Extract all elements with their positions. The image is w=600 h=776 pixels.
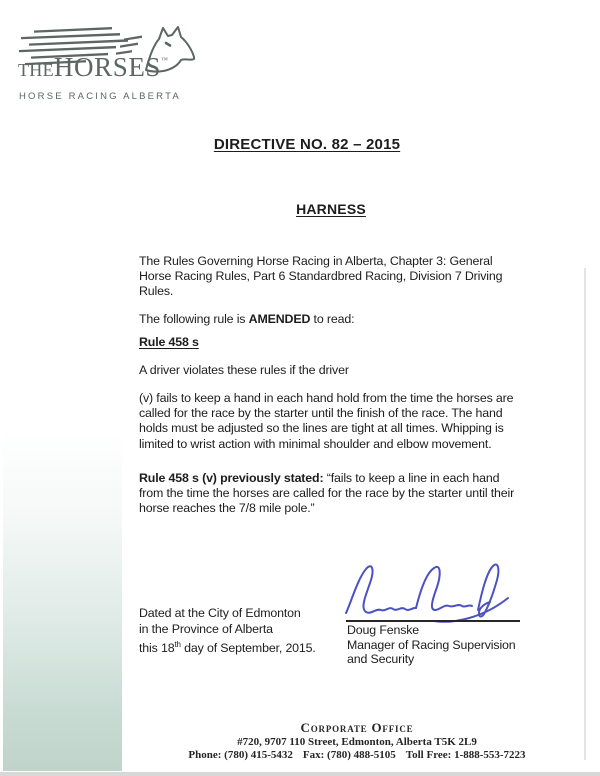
dated-line-3 xyxy=(139,637,316,657)
dated-line-2: in the Province of Alberta xyxy=(139,621,273,636)
footer-phone-line xyxy=(120,749,594,762)
signatory-role-2: and Security xyxy=(347,652,415,667)
corporate-office-heading: Corporate Office xyxy=(300,720,414,735)
harness-heading: HARNESS xyxy=(296,201,366,217)
dated-day-suffix: day of September, 2015. xyxy=(180,641,316,656)
letterhead-green-band xyxy=(3,430,122,771)
previously-stated-text: “fails to keep a line in each hand from the time the horses are called for the race by the starter until their horse reaches the 7/8 mile pole.” xyxy=(139,471,515,516)
footer-toll-free: Toll Free: 1-888-553-7223 xyxy=(405,749,526,761)
footer-address: #720, 9707 110 Street, Edmonton, Alberta T5K 2L9 xyxy=(237,736,477,748)
amended-prefix: The following rule is xyxy=(139,312,249,326)
driver-violates-line: A driver violates these rules if the driver xyxy=(139,363,349,377)
scan-edge-shadow xyxy=(0,772,600,776)
previously-stated-paragraph xyxy=(139,471,515,517)
trademark-symbol: ™ xyxy=(161,56,168,64)
signatory-block xyxy=(347,623,516,667)
dated-block xyxy=(139,606,316,657)
logo-wordmark xyxy=(18,54,168,81)
dated-line-1: Dated at the City of Edmonton xyxy=(139,606,301,620)
amended-line xyxy=(139,312,515,327)
previously-stated-label: Rule 458 s (v) previously stated: xyxy=(139,471,324,485)
footer-phone: Phone: (780) 415-5432 xyxy=(188,749,293,761)
signature-line xyxy=(346,620,520,622)
logo-tagline: HORSE RACING ALBERTA xyxy=(19,91,181,102)
rule-458s-heading: Rule 458 s xyxy=(139,335,199,349)
horse-racing-alberta-logo xyxy=(18,24,188,108)
footer-fax: Fax: (780) 488-5105 xyxy=(302,749,396,761)
amended-suffix: to read: xyxy=(310,312,355,326)
logo-word-the: THE xyxy=(18,60,54,80)
signatory-name: Doug Fenske xyxy=(347,623,420,637)
amended-keyword: AMENDED xyxy=(248,312,311,326)
directive-title: DIRECTIVE NO. 82 – 2015 xyxy=(213,136,401,153)
dated-day-prefix: this 18 xyxy=(139,641,175,656)
rules-governing-paragraph: The Rules Governing Horse Racing in Alberta, Chapter 3: General Horse Racing Rules, Part 6 Standardbred Racing, Division 7 Driving Rules. xyxy=(139,254,503,299)
clause-v-paragraph: (v) fails to keep a hand in each hand hold from the time the horses are called for the race by the starter until the finish of the race. The hand holds must be adjusted so the lines are tight at all times. Whipping is limited to wrist action with minimal shoulder and elbow movement. xyxy=(139,391,514,451)
footer xyxy=(120,721,594,762)
ordinal-superscript: th xyxy=(174,640,181,650)
scan-artifact-line xyxy=(584,268,586,760)
logo-word-horses: HORSES xyxy=(53,52,162,82)
signatory-role-1: Manager of Racing Supervision xyxy=(347,637,516,652)
